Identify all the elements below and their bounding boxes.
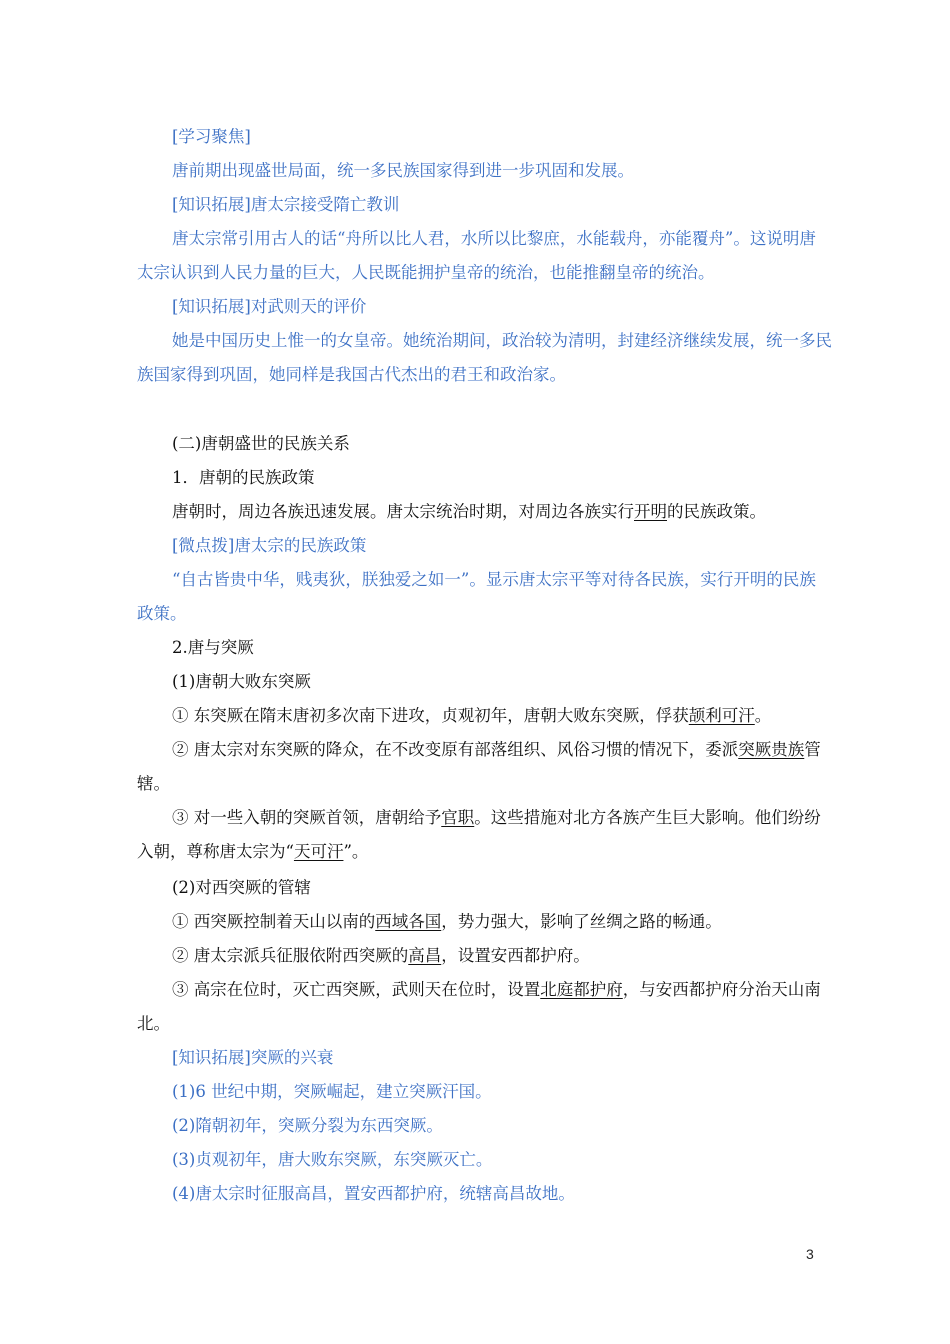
- key-term-tiankehan: 天可汗: [293, 842, 344, 861]
- text-run: ，与安西都护府分治天山南: [622, 980, 821, 999]
- tip-label: [微点拨]唐太宗的民族政策: [172, 536, 367, 555]
- text-run: 入朝，尊称唐太宗为“: [137, 842, 294, 861]
- part-2-item-1: [172, 911, 722, 933]
- part-1-item-2: [172, 739, 821, 761]
- part-1-item-3: [172, 807, 821, 829]
- ext-tujue-item-1: (1)6 世纪中期，突厥崛起，建立突厥汗国。: [172, 1082, 492, 1101]
- ext-label-tujue: [知识拓展]突厥的兴衰: [172, 1048, 334, 1067]
- text-run: ，设置安西都护府。: [441, 946, 590, 965]
- key-term-jieli: 颉利可汗: [688, 706, 755, 725]
- section-heading: (二)唐朝盛世的民族关系: [172, 434, 350, 453]
- text-run: 。这些措施对北方各族产生巨大影响。他们纷纷: [474, 808, 821, 827]
- text-run: ② 唐太宗对东突厥的降众，在不改变原有部落组织、风俗习惯的情况下，委派: [172, 740, 739, 759]
- policy-paragraph: [172, 501, 766, 523]
- key-term-gaochang: 高昌: [408, 946, 442, 965]
- part-1-item-2-cont: 辖。: [137, 774, 170, 793]
- text-run: ”。: [343, 842, 369, 861]
- text-run: ③ 对一些入朝的突厥首领，唐朝给予: [172, 808, 442, 827]
- text-run: ② 唐太宗派兵征服依附西突厥的: [172, 946, 409, 965]
- ext-label-taizong: [知识拓展]唐太宗接受隋亡教训: [172, 195, 400, 214]
- part-2-item-2: [172, 945, 590, 967]
- key-term-kaiming: 开明: [634, 502, 667, 521]
- ext-text-wuzetian-1: 她是中国历史上惟一的女皇帝。她统治期间，政治较为清明，封建经济继续发展，统一多民: [172, 331, 832, 350]
- text-run: ③ 高宗在位时，灭亡西突厥，武则天在位时，设置: [172, 980, 541, 999]
- focus-label: [学习聚焦]: [172, 127, 251, 146]
- part-2-title: (2)对西突厥的管辖: [172, 878, 311, 897]
- ext-text-wuzetian-2: 族国家得到巩固，她同样是我国古代杰出的君王和政治家。: [137, 365, 566, 384]
- ext-tujue-item-4: (4)唐太宗时征服高昌，置安西都护府，统辖高昌故地。: [172, 1184, 575, 1203]
- part-2-item-3: [172, 979, 821, 1001]
- text-run: ① 西突厥控制着天山以南的: [172, 912, 376, 931]
- subsection-2-title: 2.唐与突厥: [172, 638, 254, 657]
- subsection-1-title: 1．唐朝的民族政策: [172, 468, 315, 487]
- text-run: 的民族政策。: [667, 502, 766, 521]
- text-run: ，势力强大，影响了丝绸之路的畅通。: [441, 912, 722, 931]
- ext-label-wuzetian: [知识拓展]对武则天的评价: [172, 297, 367, 316]
- ext-tujue-item-3: (3)贞观初年，唐大败东突厥，东突厥灭亡。: [172, 1150, 493, 1169]
- tip-text-2: 政策。: [137, 604, 187, 623]
- text-run: 管: [804, 740, 821, 759]
- key-term-guanzhi: 官职: [441, 808, 475, 827]
- part-1-title: (1)唐朝大败东突厥: [172, 672, 311, 691]
- ext-text-taizong-2: 太宗认识到人民力量的巨大，人民既能拥护皇帝的统治，也能推翻皇帝的统治。: [137, 263, 715, 282]
- text-run: 唐朝时，周边各族迅速发展。唐太宗统治时期，对周边各族实行: [172, 502, 634, 521]
- key-term-xiyu: 西域各国: [375, 912, 442, 931]
- key-term-beiting: 北庭都护府: [540, 980, 623, 999]
- ext-tujue-item-2: (2)隋朝初年，突厥分裂为东西突厥。: [172, 1116, 443, 1135]
- part-2-item-3-cont: 北。: [137, 1014, 170, 1033]
- ext-text-taizong-1: 唐太宗常引用古人的话“舟所以比人君，水所以比黎庶，水能载舟，亦能覆舟”。这说明唐: [172, 229, 816, 248]
- part-1-item-3-cont: [137, 841, 368, 863]
- text-run: 。: [754, 706, 772, 725]
- focus-text: 唐前期出现盛世局面，统一多民族国家得到进一步巩固和发展。: [172, 161, 634, 180]
- page-number: 3: [806, 1246, 814, 1262]
- part-1-item-1: [172, 705, 771, 727]
- key-term-tujue-guizu: 突厥贵族: [738, 740, 805, 759]
- text-run: ① 东突厥在隋末唐初多次南下进攻，贞观初年，唐朝大败东突厥，俘获: [172, 706, 689, 725]
- tip-text-1: “自古皆贵中华，贱夷狄，朕独爱之如一”。显示唐太宗平等对待各民族，实行开明的民族: [172, 570, 816, 589]
